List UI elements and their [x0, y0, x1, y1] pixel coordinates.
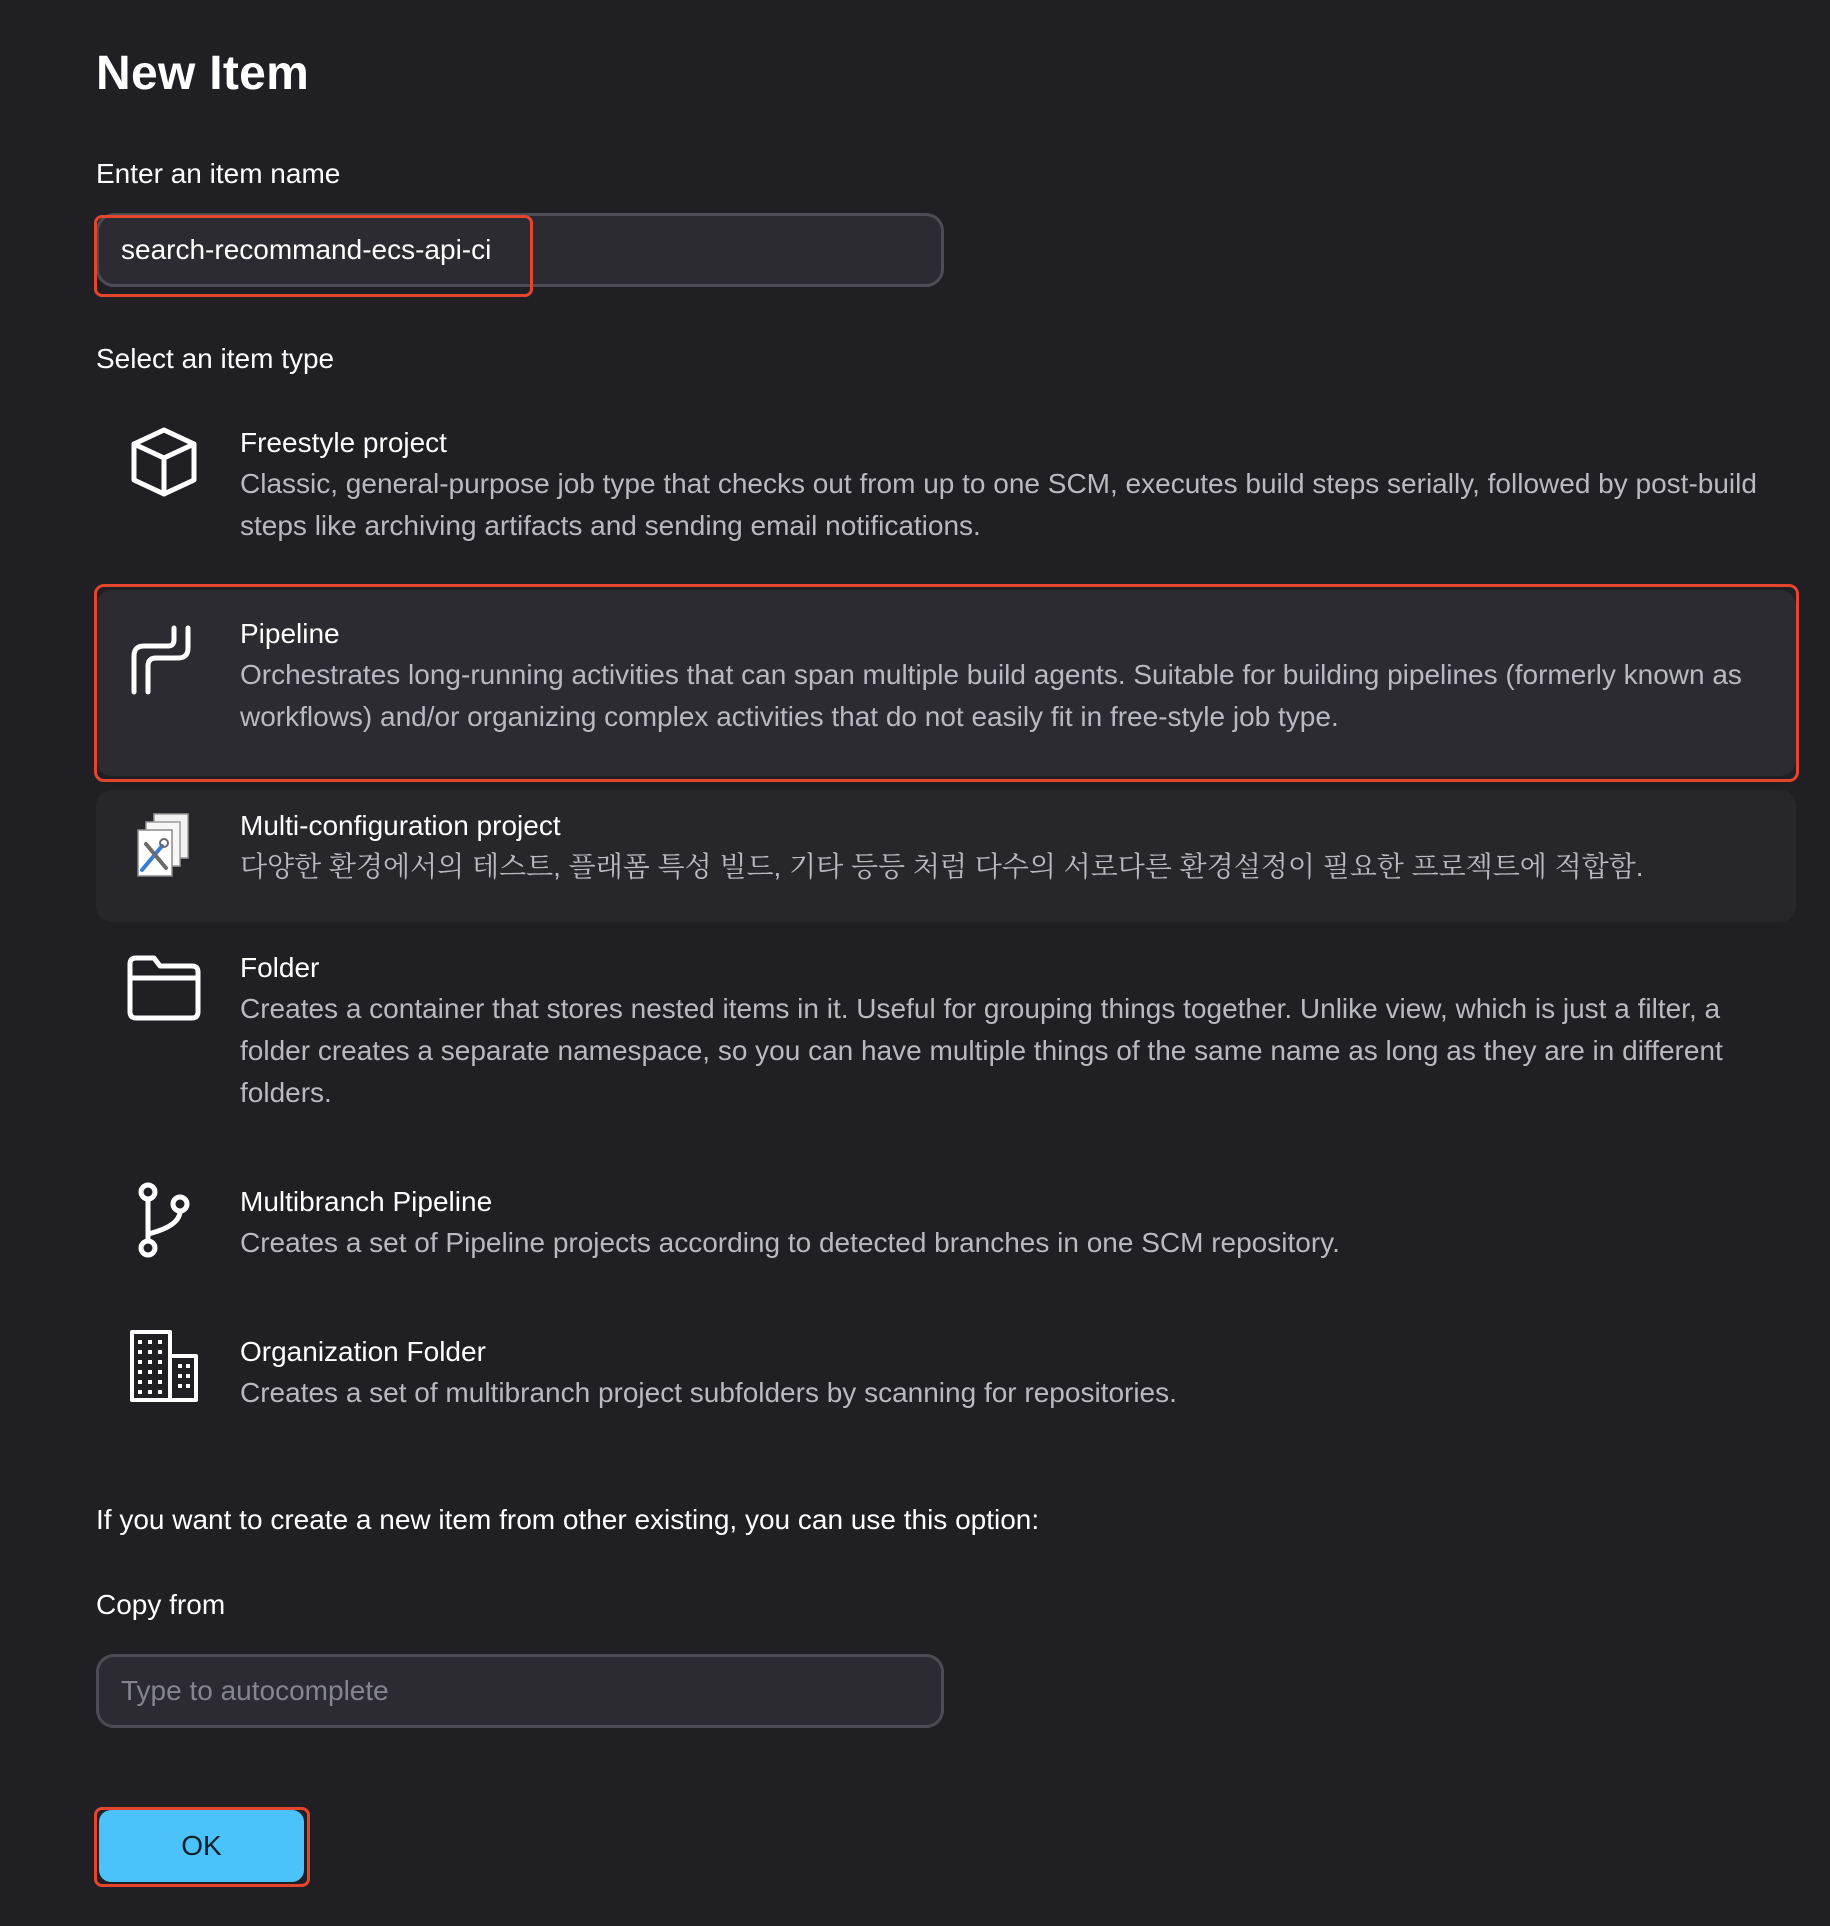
item-type-name: Pipeline: [240, 618, 340, 649]
item-type-description: Creates a set of Pipeline projects according to detected branches in one SCM repository.: [240, 1227, 1340, 1258]
item-name-label: Enter an item name: [96, 158, 341, 189]
item-type-name: Multibranch Pipeline: [240, 1186, 493, 1217]
item-type-description: Creates a container that stores nested items in it. Useful for grouping things together. Unlike view, which is just a filter, a folder creates a separate namespace, so you can have multiple things of the same name as long as they are in different folders.: [240, 993, 1723, 1108]
multi-config-icon: [126, 810, 202, 886]
item-type-name: Multi-configuration project: [240, 810, 561, 841]
pipeline-icon: [126, 622, 202, 698]
item-type-name: Organization Folder: [240, 1336, 486, 1367]
item-type-multibranch-pipeline[interactable]: [96, 1166, 1796, 1286]
item-name-input[interactable]: [96, 213, 944, 287]
item-type-description: Orchestrates long-running activities that can span multiple build agents. Suitable for building pipelines (formerly known as workflows) and/or organizing complex activities that do not easily fit in free-style job type.: [240, 659, 1742, 732]
branch-icon: [126, 1182, 202, 1258]
copy-from-input[interactable]: [96, 1654, 944, 1728]
cube-icon: [126, 424, 202, 500]
item-type-pipeline[interactable]: [96, 590, 1796, 776]
item-type-description: 다양한 환경에서의 테스트, 플래폼 특성 빌드, 기타 등등 처럼 다수의 서로다른 환경설정이 필요한 프로젝트에 적합함.: [240, 851, 1644, 882]
ok-button[interactable]: OK: [99, 1810, 304, 1882]
item-type-description: Creates a set of multibranch project subfolders by scanning for repositories.: [240, 1377, 1177, 1408]
copy-from-label: Copy from: [96, 1589, 226, 1620]
copy-from-hint: If you want to create a new item from other existing, you can use this option:: [96, 1504, 1040, 1535]
item-type-folder[interactable]: [96, 932, 1796, 1122]
item-type-name: Freestyle project: [240, 427, 447, 458]
item-type-name: Folder: [240, 952, 320, 983]
item-type-label: Select an item type: [96, 343, 335, 374]
folder-icon: [126, 950, 202, 1026]
item-type-multi-configuration[interactable]: [96, 790, 1796, 922]
item-type-freestyle[interactable]: [96, 408, 1796, 558]
item-type-organization-folder[interactable]: [96, 1316, 1796, 1436]
building-icon: [126, 1328, 202, 1404]
item-type-description: Classic, general-purpose job type that checks out from up to one SCM, executes build steps serially, followed by post-build steps like archiving artifacts and sending email notifications.: [240, 468, 1757, 541]
page-title: New Item: [96, 47, 310, 100]
